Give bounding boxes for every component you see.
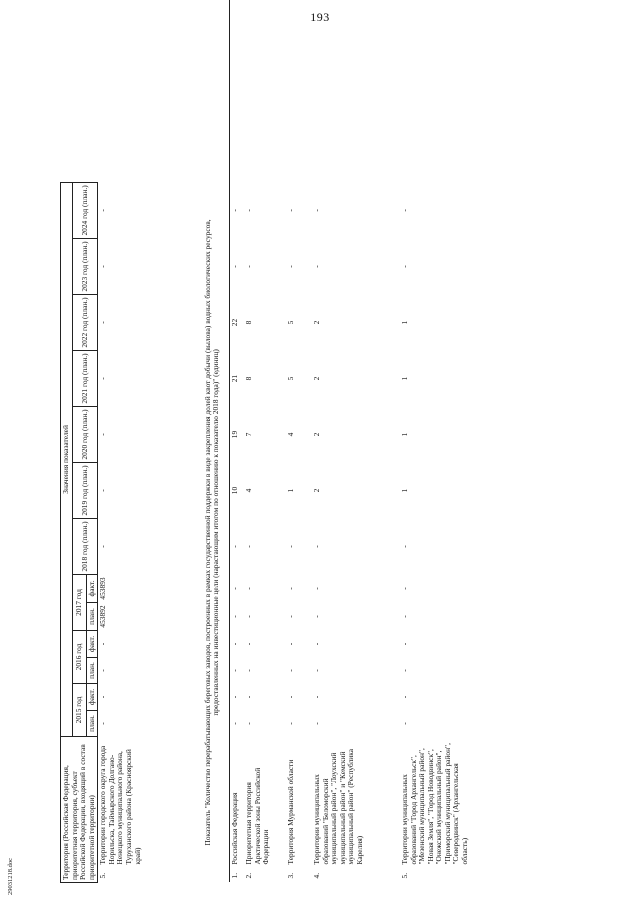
table-row (230, 0, 244, 883)
value-cell: 22 (229, 318, 239, 327)
value-cell: - (229, 695, 239, 699)
table-row (98, 0, 198, 883)
value-cell: - (285, 642, 295, 646)
value-cell: - (311, 669, 321, 672)
value-cell: 4 (285, 432, 295, 437)
value-cell: 1 (399, 376, 409, 381)
value-cell: 453893 (98, 577, 108, 600)
row-number: 5. (399, 872, 409, 879)
rotated-page-content (60, 5, 580, 883)
value-cell: - (311, 642, 321, 646)
value-cell: - (285, 669, 295, 672)
value-cell: - (243, 587, 253, 590)
value-cell: 2 (311, 488, 321, 493)
value-cell: - (229, 722, 239, 725)
indicator-table (60, 0, 504, 883)
value-cell: 19 (229, 430, 239, 439)
plan-subheader: план. (86, 657, 98, 683)
value-cell: 21 (229, 374, 239, 383)
plan-year-header: 2024 год (план.) (72, 182, 98, 238)
territory-name: Приоритетная территория Арктической зоны Российской Федерации (243, 767, 271, 865)
plan-subheader: план. (86, 602, 98, 630)
value-cell: - (285, 545, 295, 548)
footer-filename: 29031218.doc (7, 857, 14, 895)
table-row (244, 0, 286, 883)
page-number: 193 (310, 10, 330, 24)
value-cell: - (243, 722, 253, 725)
value-cell: - (399, 615, 409, 618)
section-heading: Показатель "Количество перерабатывающих береговых заводов, построенных в рамках государственной поддержки в виде закрепления долей квот добычи (вылова) водных биологических ресурсов, предоставленных на инвестиционные цели (нарастающим итогом по отношению к показателю 2018 года)" (единиц) (202, 219, 221, 846)
value-cell: - (311, 722, 321, 725)
territory-name: Территория Мурманской области (285, 759, 295, 865)
value-cell: - (98, 695, 108, 699)
value-cell: - (98, 669, 108, 672)
value-cell: - (243, 695, 253, 699)
value-cell: - (399, 209, 409, 212)
value-cell: - (399, 587, 409, 590)
value-cell: - (285, 265, 295, 268)
value-cell: - (399, 722, 409, 725)
value-cell: 5 (285, 320, 295, 325)
territory-name: Территории городского округа города Норильска, Таймырского Долгано-Ненецкого муниципального района, Туруханского района (Красноярский край) (98, 745, 142, 865)
value-cell: 1 (399, 320, 409, 325)
value-cell: 2 (311, 376, 321, 381)
value-cell: - (285, 695, 295, 699)
values-header: Значения показателей (61, 182, 73, 736)
value-cell: - (243, 642, 253, 646)
value-cell: 8 (243, 376, 253, 381)
value-cell: - (399, 545, 409, 548)
territory-name: Территории муниципальных образований "Город Архангельск", "Мезенский муниципальный район", "Новая Земля", "Город Новодвинск", "Онежский муниципальный район", "Приморский муниципальный район", "Северодвинск" (Архангельская область) (399, 743, 470, 865)
value-cell: 7 (243, 432, 253, 437)
value-cell: - (311, 265, 321, 268)
value-cell: 8 (243, 320, 253, 325)
value-cell: - (98, 265, 108, 268)
row-number: 3. (285, 872, 295, 879)
fact-subheader: факт. (86, 574, 98, 602)
value-cell: - (98, 209, 108, 212)
table-row (400, 0, 504, 883)
row-number: 4. (311, 872, 321, 879)
table-row (312, 0, 400, 883)
value-cell: 4 (243, 488, 253, 493)
value-cell: - (311, 695, 321, 699)
year-header: 2016 год (72, 630, 86, 683)
value-cell: - (399, 265, 409, 268)
value-cell: - (285, 722, 295, 725)
value-cell: - (98, 642, 108, 646)
value-cell: - (399, 642, 409, 646)
year-header: 2015 год (72, 683, 86, 736)
value-cell: - (285, 209, 295, 212)
row-number: 1. (229, 872, 239, 879)
value-cell: - (229, 642, 239, 646)
value-cell: - (285, 615, 295, 618)
value-cell: - (229, 265, 239, 268)
table-body (98, 0, 504, 883)
value-cell: - (98, 433, 108, 436)
plan-year-header: 2023 год (план.) (72, 238, 98, 294)
row-number: 2. (243, 872, 253, 879)
fact-subheader: факт. (86, 683, 98, 710)
value-cell: 1 (399, 488, 409, 493)
plan-year-header: 2019 год (план.) (72, 462, 98, 518)
value-cell: 1 (399, 432, 409, 437)
plan-year-header: 2021 год (план.) (72, 350, 98, 406)
value-cell: - (311, 615, 321, 618)
value-cell: - (243, 209, 253, 212)
fact-subheader: факт. (86, 630, 98, 657)
value-cell: 2 (311, 432, 321, 437)
value-cell: - (311, 587, 321, 590)
table-header (61, 0, 98, 883)
value-cell: - (229, 545, 239, 548)
plan-subheader: план. (86, 710, 98, 736)
value-cell: - (243, 265, 253, 268)
value-cell: - (243, 669, 253, 672)
value-cell: - (229, 615, 239, 618)
value-cell: - (98, 321, 108, 324)
value-cell: - (399, 695, 409, 699)
value-cell: 453892 (98, 605, 108, 628)
value-cell: - (98, 489, 108, 492)
value-cell: - (98, 377, 108, 380)
plan-year-header: 2020 год (план.) (72, 406, 98, 462)
value-cell: 2 (311, 320, 321, 325)
value-cell: - (98, 722, 108, 725)
year-header: 2017 год (72, 574, 86, 630)
row-number: 5. (98, 872, 108, 879)
value-cell: - (399, 669, 409, 672)
territory-name: Территории муниципальных образований "Беломорский муниципальный район", "Лоухский муниципальный район" и "Кемский муниципальный район" (Республика Карелия) (311, 749, 364, 865)
territory-header: Территория (Российская Федерация, приоритетная территория, субъект Российской Федерации, входящий в состав приоритетной территории) (61, 736, 98, 882)
value-cell: - (243, 545, 253, 548)
value-cell: 1 (285, 488, 295, 493)
value-cell: - (98, 545, 108, 548)
plan-year-header: 2022 год (план.) (72, 294, 98, 350)
value-cell: - (229, 209, 239, 212)
value-cell: - (311, 209, 321, 212)
value-cell: - (229, 587, 239, 590)
value-cell: - (229, 669, 239, 672)
section-heading-row (198, 0, 230, 883)
territory-name: Российская Федерация (229, 792, 239, 865)
value-cell: 10 (229, 486, 239, 495)
value-cell: - (311, 545, 321, 548)
value-cell: - (285, 587, 295, 590)
value-cell: - (243, 615, 253, 618)
value-cell: 5 (285, 376, 295, 381)
plan-year-header: 2018 год (план.) (72, 518, 98, 574)
table-row (286, 0, 312, 883)
